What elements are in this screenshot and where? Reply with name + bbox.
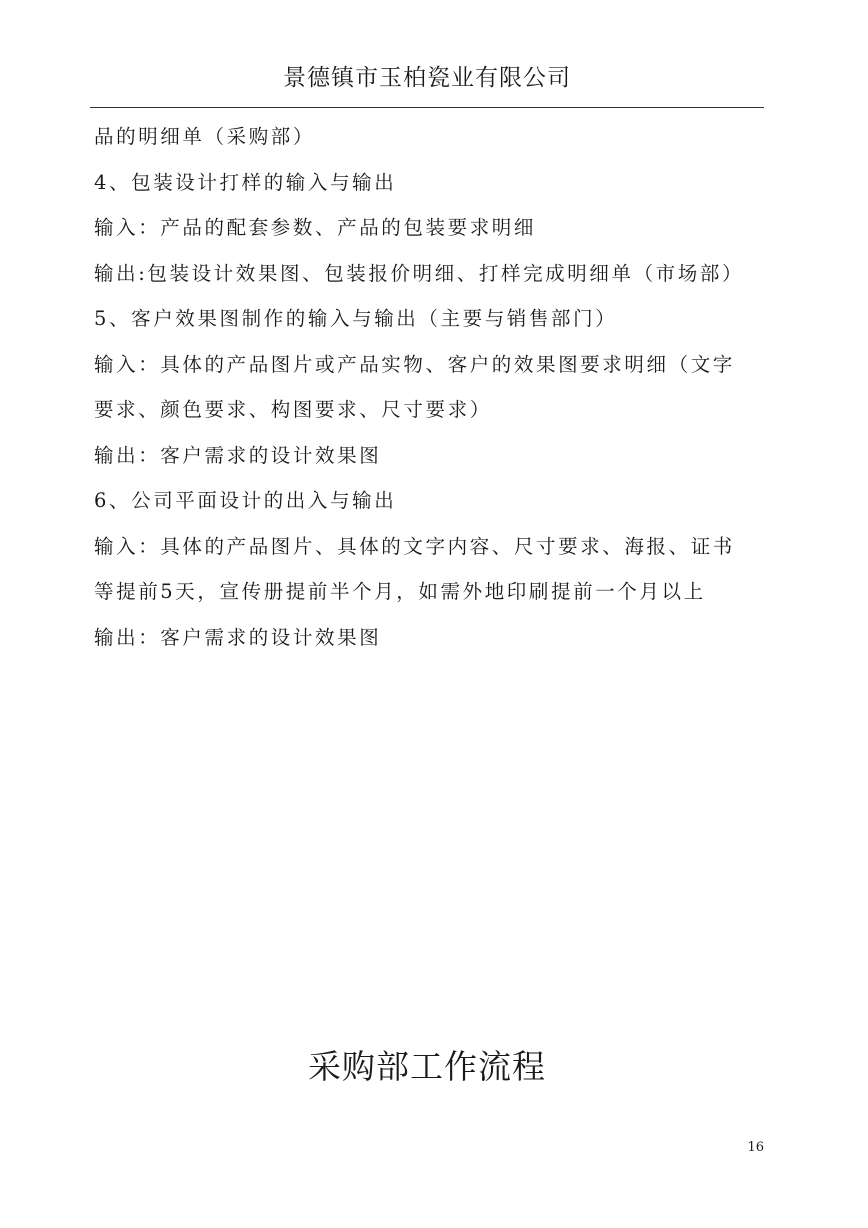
text-line: 品的明细单（采购部）: [94, 125, 316, 148]
text-line: 输入：具体的产品图片、具体的文字内容、尺寸要求、海报、证书: [94, 534, 735, 558]
text-line: 6、公司平面设计的出入与输出: [94, 489, 397, 512]
text-line: 5、客户效果图制作的输入与输出（主要与销售部门）: [94, 307, 618, 330]
section-heading: 采购部工作流程: [308, 1047, 546, 1086]
body-text: [94, 114, 774, 660]
text-line: 等提前5天，宣传册提前半个月，如需外地印刷提前一个月以上: [94, 580, 706, 603]
page-header-title: 景德镇市玉柏瓷业有限公司: [283, 65, 571, 91]
text-line: 4、包装设计打样的输入与输出: [94, 170, 397, 194]
page-number: 16: [747, 1140, 764, 1155]
text-line: 输出:包装设计效果图、包装报价明细、打样完成明细单（市场部）: [94, 261, 745, 285]
text-line: 输出：客户需求的设计效果图: [94, 443, 382, 467]
text-line: 输出：客户需求的设计效果图: [94, 625, 382, 649]
text-line: 输入：产品的配套参数、产品的包装要求明细: [94, 216, 537, 239]
text-line: 输入：具体的产品图片或产品实物、客户的效果图要求明细（文字: [94, 352, 735, 376]
text-line: 要求、颜色要求、构图要求、尺寸要求）: [94, 398, 492, 421]
header-divider: [90, 107, 764, 108]
